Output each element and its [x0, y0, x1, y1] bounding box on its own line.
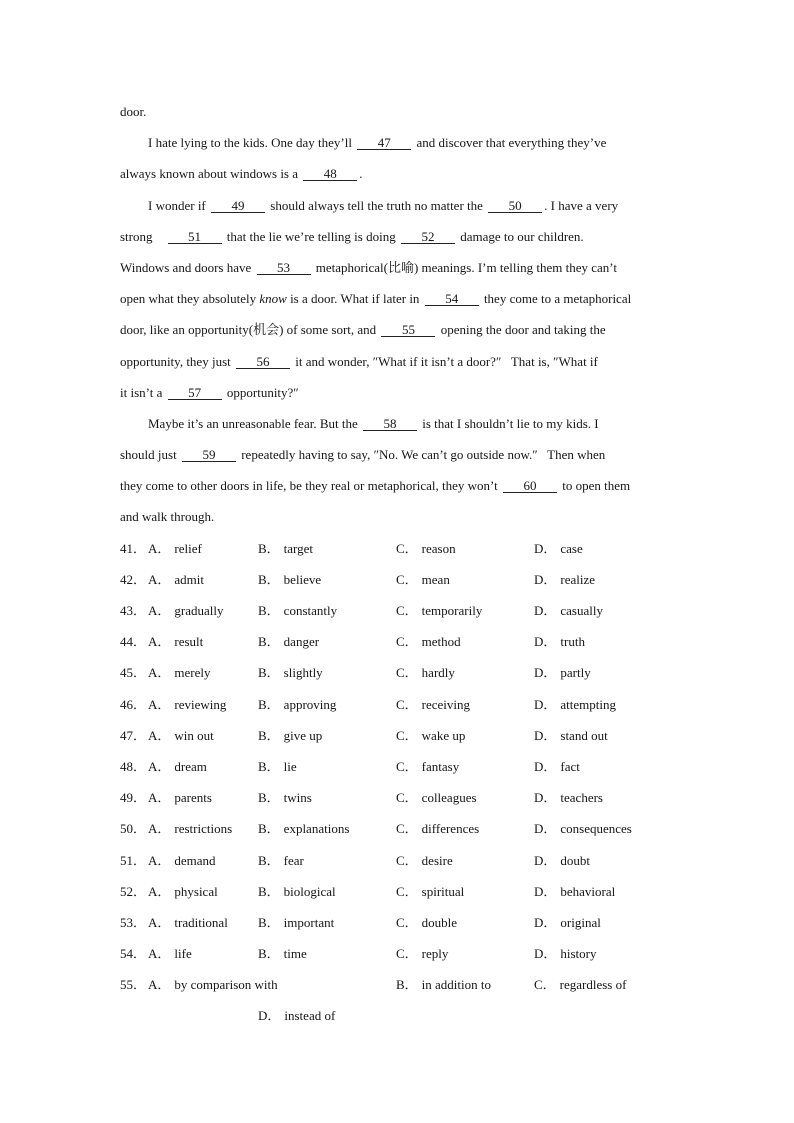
text-run: open what they absolutely — [120, 291, 260, 307]
option-a — [148, 845, 216, 876]
option-letter: B． — [258, 634, 280, 650]
option-b — [258, 595, 337, 626]
option-text: dream — [174, 758, 207, 774]
option-letter: C． — [396, 946, 418, 962]
option-letter: A． — [148, 540, 171, 556]
text-run: damage to our children. — [456, 228, 584, 244]
text-run: opening the door and taking the — [437, 322, 606, 338]
question-number: 41． — [120, 540, 147, 556]
text-line — [120, 346, 700, 377]
option-letter: B． — [396, 977, 418, 993]
option-d — [534, 626, 585, 657]
option-text: explanations — [283, 821, 350, 837]
text-run: and discover that everything they’ve — [413, 135, 607, 151]
option-text: admit — [174, 571, 204, 587]
text-line — [120, 221, 700, 252]
question-row — [120, 533, 700, 564]
question-row — [120, 876, 700, 907]
text-line — [120, 127, 700, 158]
option-text: biological — [283, 883, 336, 899]
question-row — [120, 595, 700, 626]
text-run: that the lie we’re telling is doing — [223, 228, 399, 244]
question-number: 51． — [120, 852, 147, 868]
option-text: parents — [174, 790, 212, 806]
question-row — [120, 626, 700, 657]
question-row — [120, 969, 700, 1000]
text-run: I hate lying to the kids. One day they’ll — [148, 135, 356, 151]
question-options — [120, 533, 700, 1032]
option-text: give up — [283, 727, 323, 743]
blank-47[interactable]: 47 — [357, 136, 411, 150]
option-text: instead of — [284, 1008, 336, 1024]
blank-58[interactable]: 58 — [363, 417, 417, 431]
text-line — [120, 96, 700, 127]
option-letter: C． — [396, 571, 418, 587]
option-a — [148, 782, 212, 813]
option-a — [148, 720, 214, 751]
option-c — [396, 813, 479, 844]
option-d — [534, 657, 591, 688]
option-letter: B． — [258, 852, 280, 868]
text-line — [120, 408, 700, 439]
option-letter: B． — [258, 727, 280, 743]
option-letter: C． — [534, 977, 556, 993]
option-letter: A． — [148, 665, 171, 681]
text-run: should just — [120, 447, 180, 463]
option-b — [258, 533, 313, 564]
cloze-passage — [120, 96, 700, 533]
option-text: double — [421, 914, 458, 930]
option-letter: C． — [396, 665, 418, 681]
option-d — [534, 564, 595, 595]
option-text: desire — [421, 852, 453, 868]
option-b — [396, 969, 491, 1000]
option-letter: C． — [396, 852, 418, 868]
option-b — [258, 938, 307, 969]
option-text: method — [421, 634, 461, 650]
text-run: I wonder if — [148, 197, 210, 213]
option-a — [148, 564, 204, 595]
option-text: slightly — [283, 665, 323, 681]
text-run: is a door. What if later in — [286, 291, 423, 307]
option-a — [148, 907, 228, 938]
text-line — [120, 470, 700, 501]
option-letter: A． — [148, 852, 171, 868]
question-number: 46． — [120, 696, 147, 712]
option-d — [534, 782, 603, 813]
question-row — [120, 782, 700, 813]
text-run: and walk through. — [120, 509, 215, 525]
option-letter: D． — [534, 758, 557, 774]
text-run: metaphorical(比喻) meanings. I’m telling them they can’t — [312, 259, 617, 275]
text-line — [120, 283, 700, 314]
option-letter: B． — [258, 571, 280, 587]
question-row — [120, 657, 700, 688]
option-letter: A． — [148, 977, 171, 993]
option-d — [534, 751, 580, 782]
option-letter: B． — [258, 696, 280, 712]
option-text: mean — [421, 571, 450, 587]
option-letter: D． — [534, 665, 557, 681]
option-text: spiritual — [421, 883, 465, 899]
option-text: important — [283, 914, 335, 930]
option-text: colleagues — [421, 790, 477, 806]
option-b — [258, 876, 336, 907]
option-letter: D． — [534, 914, 557, 930]
option-b — [258, 626, 319, 657]
text-run: is that I shouldn’t lie to my kids. I — [419, 415, 599, 431]
option-b — [258, 720, 322, 751]
option-letter: C． — [396, 696, 418, 712]
option-letter: A． — [148, 571, 171, 587]
option-letter: A． — [148, 914, 171, 930]
option-b — [258, 751, 297, 782]
question-number: 48． — [120, 758, 147, 774]
option-text: danger — [283, 634, 320, 650]
text-run: opportunity?″ — [223, 384, 299, 400]
blank-59[interactable]: 59 — [182, 448, 236, 462]
option-c — [396, 751, 459, 782]
option-letter: C． — [396, 727, 418, 743]
option-d — [534, 845, 590, 876]
text-run: it isn’t a — [120, 384, 166, 400]
blank-51[interactable]: 51 — [168, 230, 222, 244]
text-run: they come to other doors in life, be they real or metaphorical, they won’t — [120, 478, 501, 494]
option-c — [396, 845, 453, 876]
question-number: 42． — [120, 571, 147, 587]
option-letter: C． — [396, 634, 418, 650]
option-letter: A． — [148, 634, 171, 650]
text-run: Windows and doors have — [120, 259, 255, 275]
option-b — [258, 813, 349, 844]
option-c — [396, 876, 464, 907]
option-text: gradually — [174, 603, 224, 618]
option-letter: C． — [396, 603, 418, 618]
option-letter: D． — [534, 821, 557, 837]
option-text: reply — [421, 946, 449, 962]
text-line — [120, 252, 700, 283]
text-run: should always tell the truth no matter the — [267, 197, 487, 213]
option-letter: B． — [258, 821, 280, 837]
option-d — [534, 533, 583, 564]
option-letter: B． — [258, 914, 280, 930]
question-row — [120, 907, 700, 938]
text-run: always known about windows is a — [120, 166, 302, 182]
option-text: doubt — [560, 852, 591, 868]
option-text: truth — [560, 634, 585, 650]
option-text: constantly — [283, 603, 338, 618]
option-letter: D． — [534, 696, 557, 712]
question-number: 45． — [120, 665, 147, 681]
question-number: 47． — [120, 727, 147, 743]
option-letter: D． — [534, 883, 557, 899]
option-text: reviewing — [174, 696, 227, 712]
paragraph — [120, 127, 700, 189]
option-letter: B． — [258, 946, 280, 962]
question-row — [120, 751, 700, 782]
question-row-continued — [120, 1000, 700, 1031]
option-letter: A． — [148, 790, 171, 806]
option-b — [258, 657, 323, 688]
option-text: traditional — [174, 914, 228, 930]
option-text: hardly — [421, 665, 455, 681]
option-text: fantasy — [421, 758, 460, 774]
option-letter: A． — [148, 727, 171, 743]
option-c — [396, 657, 455, 688]
option-letter: D． — [534, 790, 557, 806]
text-run: Maybe it’s an unreasonable fear. But the — [148, 415, 361, 431]
option-d — [534, 813, 632, 844]
question-row — [120, 845, 700, 876]
option-text: relief — [174, 540, 202, 556]
option-b — [258, 689, 336, 720]
blank-52[interactable]: 52 — [401, 230, 455, 244]
option-c — [396, 564, 450, 595]
option-c — [396, 782, 477, 813]
blank-56[interactable]: 56 — [236, 355, 290, 369]
option-text: regardless of — [559, 977, 627, 993]
question-number: 43． — [120, 603, 147, 618]
text-run: repeatedly having to say, ″No. We can’t go outside now.″ Then when — [237, 447, 606, 463]
option-letter: C． — [396, 790, 418, 806]
option-a — [148, 689, 226, 720]
question-number: 50． — [120, 821, 147, 837]
option-letter: D． — [534, 852, 557, 868]
option-letter: B． — [258, 540, 280, 556]
question-row — [120, 938, 700, 969]
text-line — [120, 190, 700, 221]
option-text: result — [174, 634, 204, 650]
option-text: physical — [174, 883, 218, 899]
option-d — [534, 689, 616, 720]
paragraph — [120, 408, 700, 533]
option-letter: C． — [396, 540, 418, 556]
text-line — [120, 501, 700, 532]
option-letter: A． — [148, 758, 171, 774]
text-line — [120, 439, 700, 470]
option-text: believe — [283, 571, 322, 587]
option-text: reason — [421, 540, 456, 556]
option-a — [148, 813, 232, 844]
option-letter: B． — [258, 758, 280, 774]
option-d — [258, 1000, 335, 1031]
option-a — [148, 751, 207, 782]
blank-54[interactable]: 54 — [425, 292, 479, 306]
question-row — [120, 689, 700, 720]
option-text: temporarily — [421, 603, 483, 618]
option-text: attempting — [560, 696, 616, 712]
option-text: life — [174, 946, 192, 962]
text-line — [120, 158, 700, 189]
option-letter: D． — [534, 727, 557, 743]
option-text: casually — [560, 603, 603, 618]
blank-50[interactable]: 50 — [488, 199, 542, 213]
option-text: fact — [560, 758, 580, 774]
option-letter: A． — [148, 883, 171, 899]
option-d — [534, 938, 597, 969]
option-a — [148, 533, 202, 564]
text-run: strong — [120, 228, 166, 244]
question-number: 54． — [120, 946, 147, 962]
option-text: wake up — [421, 727, 466, 743]
option-letter: D． — [534, 634, 557, 650]
text-run: . — [359, 166, 363, 182]
option-d — [534, 720, 608, 751]
option-letter: A． — [148, 946, 171, 962]
option-text: time — [283, 946, 307, 962]
option-c — [396, 720, 465, 751]
blank-57[interactable]: 57 — [168, 386, 222, 400]
option-text: win out — [174, 727, 214, 743]
option-d — [534, 876, 615, 907]
option-letter: D． — [534, 946, 557, 962]
option-a — [148, 657, 210, 688]
option-text: original — [560, 914, 601, 930]
option-text: history — [560, 946, 597, 962]
option-text: differences — [421, 821, 480, 837]
blank-60[interactable]: 60 — [503, 479, 557, 493]
option-letter: A． — [148, 696, 171, 712]
option-letter: C． — [396, 914, 418, 930]
emphasized-word: know — [259, 291, 287, 307]
exam-page — [120, 96, 700, 1032]
option-text: stand out — [560, 727, 608, 743]
option-text: approving — [283, 696, 337, 712]
option-letter: D． — [534, 571, 557, 587]
option-a — [148, 595, 223, 626]
option-letter: A． — [148, 821, 171, 837]
option-text: twins — [283, 790, 312, 806]
option-letter: D． — [534, 603, 557, 618]
text-run: door, like an opportunity(机会) of some sort, and — [120, 322, 380, 338]
text-run: door. — [120, 104, 147, 119]
option-a — [148, 938, 192, 969]
option-c — [396, 938, 448, 969]
question-row — [120, 813, 700, 844]
blank-48[interactable]: 48 — [303, 167, 357, 181]
question-row — [120, 564, 700, 595]
option-text: consequences — [560, 821, 632, 837]
option-d — [534, 907, 601, 938]
question-number: 53． — [120, 914, 147, 930]
paragraph — [120, 96, 700, 127]
question-row — [120, 720, 700, 751]
option-text: merely — [174, 665, 211, 681]
option-text: restrictions — [174, 821, 233, 837]
option-letter: B． — [258, 790, 280, 806]
option-letter: C． — [396, 821, 418, 837]
option-b — [258, 782, 312, 813]
option-b — [258, 564, 321, 595]
text-run: opportunity, they just — [120, 353, 234, 369]
option-text: teachers — [560, 790, 603, 806]
option-c — [396, 595, 482, 626]
blank-53[interactable]: 53 — [257, 261, 311, 275]
option-text: behavioral — [560, 883, 616, 899]
blank-55[interactable]: 55 — [381, 323, 435, 337]
text-run: it and wonder, ″What if it isn’t a door?″ That is, ″What if — [292, 353, 598, 369]
text-run: they come to a metaphorical — [480, 291, 632, 307]
text-line — [120, 314, 700, 345]
option-c — [396, 689, 470, 720]
option-c — [396, 626, 461, 657]
text-line — [120, 377, 700, 408]
option-b — [258, 907, 334, 938]
option-letter: C． — [396, 758, 418, 774]
question-number: 52． — [120, 883, 147, 899]
question-number: 44． — [120, 634, 147, 650]
option-text: fear — [283, 852, 304, 868]
option-a — [148, 626, 203, 657]
option-text: realize — [560, 571, 596, 587]
option-letter: C． — [396, 883, 418, 899]
option-letter: D． — [534, 540, 557, 556]
option-letter: A． — [148, 603, 171, 618]
option-d — [534, 595, 603, 626]
option-text: lie — [283, 758, 297, 774]
option-b — [258, 845, 304, 876]
option-letter: B． — [258, 665, 280, 681]
option-text: in addition to — [421, 977, 492, 993]
option-c — [396, 533, 456, 564]
option-text: case — [560, 540, 583, 556]
option-a — [148, 876, 218, 907]
option-c — [396, 907, 457, 938]
option-text: partly — [560, 665, 591, 681]
option-text: by comparison with — [174, 977, 278, 993]
option-letter: B． — [258, 883, 280, 899]
option-letter: D． — [258, 1008, 281, 1024]
option-c — [534, 969, 626, 1000]
option-a — [148, 969, 278, 1000]
text-run: . I have a very — [544, 197, 619, 213]
blank-49[interactable]: 49 — [211, 199, 265, 213]
option-text: demand — [174, 852, 216, 868]
option-text: receiving — [421, 696, 471, 712]
option-text: target — [283, 540, 314, 556]
question-number: 49． — [120, 790, 147, 806]
option-letter: B． — [258, 603, 280, 618]
text-run: to open them — [558, 478, 631, 494]
paragraph — [120, 190, 700, 408]
question-number: 55． — [120, 977, 147, 993]
